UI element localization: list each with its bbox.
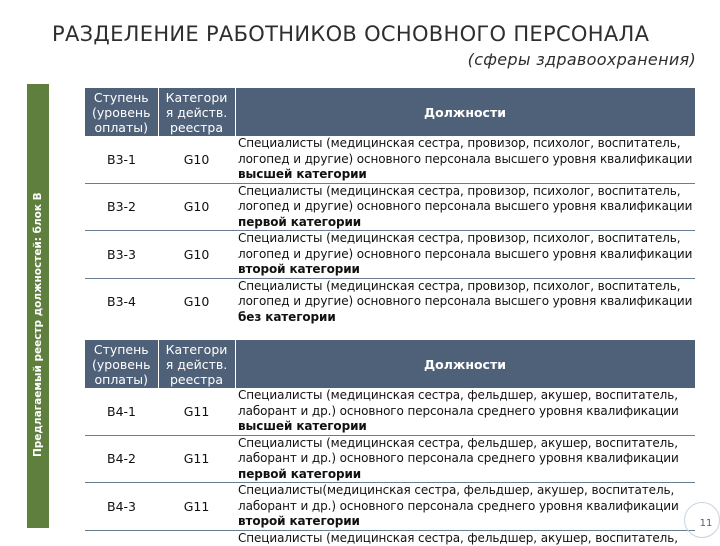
qualification-level: первой категории <box>238 214 362 229</box>
header-step-line: Ступень <box>93 89 149 105</box>
header-positions: Должности <box>235 88 695 136</box>
header-positions: Должности <box>235 340 695 388</box>
step-cell: В3-1 <box>85 136 158 183</box>
position-cell <box>235 435 695 483</box>
position-cell <box>235 278 695 325</box>
qualification-level: без категории <box>238 309 336 324</box>
table-row-cut <box>85 530 695 546</box>
header-step-line: оплаты) <box>94 371 148 387</box>
qualification-level: высшей категории <box>238 167 367 181</box>
position-text: Специалисты (медицинская сестра, фельдшер, акушер, воспитатель, лаборант и др.) основного персонала среднего уровня квалификации <box>238 388 679 418</box>
header-category-line: реестра <box>169 371 224 387</box>
table-header-row <box>85 88 695 136</box>
qualification-level: первой категории <box>238 466 362 481</box>
step-cell <box>85 530 158 546</box>
position-cell <box>235 388 695 435</box>
header-step-line: оплаты) <box>94 119 148 135</box>
header-category-line: я действ. <box>165 356 228 372</box>
position-cell <box>235 483 695 531</box>
table-row <box>85 183 695 231</box>
header-step <box>85 88 158 136</box>
table-row <box>85 136 695 183</box>
position-text: Специалисты(медицинская сестра, фельдшер, акушер, воспитатель, лаборант и др.) основного персонала среднего уровня квалификации <box>238 483 679 513</box>
sidebar-band <box>27 84 49 528</box>
step-cell: В4-2 <box>85 435 158 483</box>
position-cell <box>235 183 695 231</box>
header-category-line: реестра <box>169 119 224 135</box>
header-step <box>85 340 158 388</box>
header-step-line: Ступень <box>93 341 149 357</box>
category-cell: G10 <box>158 136 235 183</box>
step-cell: В3-2 <box>85 183 158 231</box>
header-category-line: Категори <box>165 89 228 105</box>
qualification-level: второй категории <box>238 262 360 276</box>
header-category <box>158 340 235 388</box>
table-row <box>85 483 695 531</box>
step-cell: В3-3 <box>85 231 158 279</box>
sidebar-label: Предлагаемый реестр должностей: блок В <box>32 192 44 457</box>
qualification-level: второй категории <box>238 514 360 528</box>
header-category-line: Категори <box>165 341 228 357</box>
position-text: Специалисты (медицинская сестра, провизор, психолог, воспитатель, логопед и другие) основного персонала высшего уровня квалификации <box>238 278 693 308</box>
category-cell: G10 <box>158 231 235 279</box>
header-step-line: (уровень <box>92 104 151 120</box>
page-title: РАЗДЕЛЕНИЕ РАБОТНИКОВ ОСНОВНОГО ПЕРСОНАЛА <box>52 22 650 46</box>
positions-table-b4 <box>85 340 696 546</box>
category-cell: G10 <box>158 183 235 231</box>
position-cell: Специалисты (медицинская сестра, фельдшер, акушер, воспитатель, <box>235 530 695 546</box>
table-row <box>85 388 695 435</box>
page-subtitle: (сферы здравоохранения) <box>467 50 696 69</box>
category-cell: G11 <box>158 435 235 483</box>
qualification-level: высшей категории <box>238 419 367 433</box>
category-cell: G11 <box>158 483 235 531</box>
category-cell <box>158 530 235 546</box>
header-category-line: я действ. <box>165 104 228 120</box>
category-cell: G10 <box>158 278 235 325</box>
table-header-row <box>85 340 695 388</box>
position-text: Специалисты (медицинская сестра, фельдшер, акушер, воспитатель, лаборант и др.) основного персонала среднего уровня квалификации <box>238 435 679 465</box>
positions-table-b3 <box>85 88 696 325</box>
table-row <box>85 435 695 483</box>
position-text: Специалисты (медицинская сестра, провизор, психолог, воспитатель, логопед и другие) основного персонала высшего уровня квалификации <box>238 136 693 166</box>
step-cell: В3-4 <box>85 278 158 325</box>
position-cell <box>235 231 695 279</box>
step-cell: В4-3 <box>85 483 158 531</box>
position-text: Специалисты (медицинская сестра, провизор, психолог, воспитатель, логопед и другие) основного персонала высшего уровня квалификации <box>238 231 693 261</box>
header-category <box>158 88 235 136</box>
table-row <box>85 278 695 325</box>
table-row <box>85 231 695 279</box>
category-cell: G11 <box>158 388 235 435</box>
header-step-line: (уровень <box>92 356 151 372</box>
step-cell: В4-1 <box>85 388 158 435</box>
position-text: Специалисты (медицинская сестра, провизор, психолог, воспитатель, логопед и другие) основного персонала высшего уровня квалификации <box>238 183 693 213</box>
position-cell <box>235 136 695 183</box>
page-number: 11 <box>694 512 718 536</box>
